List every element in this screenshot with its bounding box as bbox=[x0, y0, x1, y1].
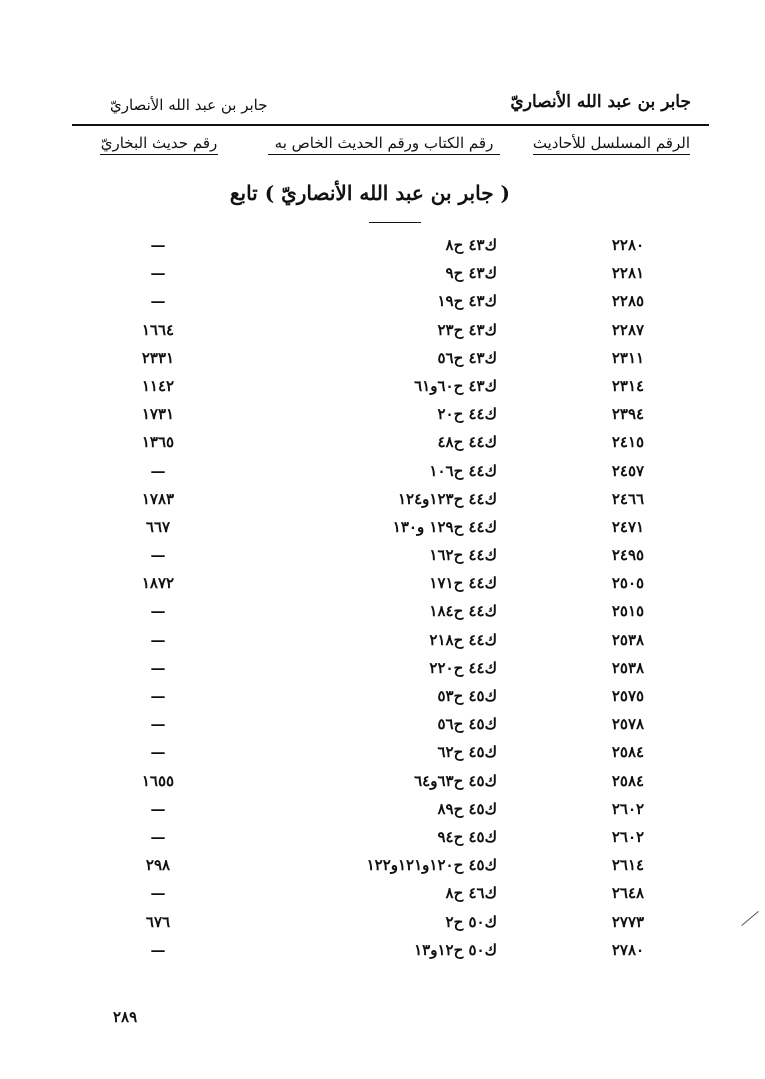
table-row bbox=[0, 514, 765, 542]
table-row bbox=[0, 852, 765, 880]
bukhari-number-cell: — bbox=[150, 687, 166, 705]
running-head-left: جابر بن عبد الله الأنصاريّ bbox=[110, 96, 268, 114]
serial-number-cell: ٢٤١٥ bbox=[611, 433, 645, 452]
serial-number-cell: ٢٢٨٠ bbox=[611, 236, 645, 254]
serial-number-cell: ٢٦١٤ bbox=[611, 856, 645, 875]
book-hadith-reference-cell: ك٤٤ ح١٦٢ bbox=[429, 546, 497, 565]
book-hadith-reference-cell: ك٤٣ ح٢٣ bbox=[437, 320, 497, 339]
serial-number-cell: ٢٥١٥ bbox=[611, 602, 645, 621]
hadith-table bbox=[0, 232, 765, 965]
bukhari-number-cell: ١٣٦٥ bbox=[141, 433, 175, 452]
bukhari-number-cell: — bbox=[150, 940, 166, 959]
book-hadith-reference-cell: ك٤٥ ح٨٩ bbox=[437, 799, 497, 818]
book-hadith-reference-cell: ك٤٤ ح١٢٩ و١٣٠ bbox=[392, 517, 497, 536]
book-hadith-reference-cell: ك٤٥ ح٥٦ bbox=[437, 715, 497, 734]
table-row bbox=[0, 373, 765, 401]
bukhari-number-cell: ١١٤٢ bbox=[141, 376, 175, 395]
book-hadith-reference-cell: ك٤٣ ح١٩ bbox=[437, 292, 497, 311]
serial-number-cell: ٢٥٨٤ bbox=[611, 743, 645, 762]
table-row bbox=[0, 570, 765, 598]
table-row bbox=[0, 768, 765, 796]
table-row bbox=[0, 260, 765, 288]
table-row bbox=[0, 486, 765, 514]
bukhari-number-cell: — bbox=[150, 715, 166, 734]
bukhari-number-cell: — bbox=[150, 827, 166, 846]
serial-number-cell: ٢٥٧٨ bbox=[611, 715, 645, 734]
book-hadith-reference-cell: ك٤٣ ح٦٠و٦١ bbox=[414, 376, 497, 395]
bukhari-number-cell: — bbox=[150, 264, 166, 283]
bukhari-number-cell: — bbox=[150, 461, 166, 480]
bukhari-number-cell: ١٧٨٣ bbox=[141, 489, 175, 508]
bukhari-number-cell: — bbox=[150, 658, 166, 677]
serial-number-cell: ٢٢٨٧ bbox=[611, 320, 645, 339]
table-row bbox=[0, 288, 765, 316]
table-row bbox=[0, 429, 765, 457]
book-hadith-reference-cell: ك٤٤ ح٢٠ bbox=[437, 405, 497, 424]
bukhari-number-cell: — bbox=[150, 236, 166, 254]
bukhari-number-cell: ١٦٦٤ bbox=[141, 320, 175, 339]
serial-number-cell: ٢٤٧١ bbox=[611, 517, 645, 536]
serial-number-cell: ٢٥٣٨ bbox=[611, 658, 645, 677]
page-number: ٢٨٩ bbox=[113, 1008, 138, 1026]
book-hadith-reference-cell: ك٤٥ ح١٢٠و١٢١و١٢٢ bbox=[366, 856, 497, 875]
serial-number-cell: ٢٥٠٥ bbox=[611, 574, 645, 593]
book-hadith-reference-cell: ك٤٣ ح٩ bbox=[445, 264, 497, 283]
serial-number-cell: ٢٣٩٤ bbox=[611, 405, 645, 424]
bukhari-number-cell: — bbox=[150, 602, 166, 621]
serial-number-cell: ٢٣١١ bbox=[611, 348, 645, 367]
serial-number-cell: ٢٥٣٨ bbox=[611, 630, 645, 649]
table-row bbox=[0, 711, 765, 739]
book-hadith-reference-cell: ك٤٤ ح٢٢٠ bbox=[429, 658, 497, 677]
table-row bbox=[0, 232, 765, 260]
bukhari-number-cell: ٦٦٧ bbox=[145, 517, 171, 536]
running-head-right: جابر بن عبد الله الأنصاريّ bbox=[510, 92, 691, 112]
table-row bbox=[0, 739, 765, 767]
bukhari-number-cell: — bbox=[150, 884, 166, 903]
book-hadith-reference-cell: ك٤٥ ح٦٢ bbox=[437, 743, 497, 762]
serial-number-cell: ٢٧٧٣ bbox=[611, 912, 645, 931]
book-hadith-reference-cell: ك٤٥ ح٦٣و٦٤ bbox=[414, 771, 497, 790]
column-header-bukhari: رقم حديث البخاريّ bbox=[100, 134, 218, 155]
bukhari-number-cell: ١٨٧٢ bbox=[141, 574, 175, 593]
book-hadith-reference-cell: ك٤٤ ح٢١٨ bbox=[429, 630, 497, 649]
table-row bbox=[0, 824, 765, 852]
serial-number-cell: ٢٤٥٧ bbox=[611, 461, 645, 480]
table-row bbox=[0, 909, 765, 937]
column-header-reference: رقم الكتاب ورقم الحديث الخاص به bbox=[268, 134, 500, 155]
bukhari-number-cell: — bbox=[150, 292, 166, 311]
column-header-serial: الرقم المسلسل للأحاديث bbox=[533, 134, 690, 155]
table-row bbox=[0, 683, 765, 711]
table-row bbox=[0, 598, 765, 626]
bukhari-number-cell: ٢٩٨ bbox=[145, 856, 171, 875]
book-hadith-reference-cell: ك٤٤ ح١٢٣و١٢٤ bbox=[398, 489, 497, 508]
table-row bbox=[0, 655, 765, 683]
serial-number-cell: ٢٢٨٥ bbox=[611, 292, 645, 311]
table-row bbox=[0, 345, 765, 373]
serial-number-cell: ٢٥٨٤ bbox=[611, 771, 645, 790]
serial-number-cell: ٢٦٤٨ bbox=[611, 884, 645, 903]
bukhari-number-cell: ١٧٣١ bbox=[141, 405, 175, 424]
table-row bbox=[0, 937, 765, 965]
book-hadith-reference-cell: ك٤٤ ح١٧١ bbox=[429, 574, 497, 593]
title-rule bbox=[369, 222, 421, 223]
book-hadith-reference-cell: ك٥٠ ح١٢و١٣ bbox=[414, 940, 497, 959]
book-hadith-reference-cell: ك٥٠ ح٢ bbox=[445, 912, 497, 931]
book-hadith-reference-cell: ك٤٦ ح٨ bbox=[445, 884, 497, 903]
table-row bbox=[0, 627, 765, 655]
table-row bbox=[0, 458, 765, 486]
serial-number-cell: ٢٢٨١ bbox=[611, 264, 645, 283]
bukhari-number-cell: — bbox=[150, 546, 166, 565]
bukhari-number-cell: ٦٧٦ bbox=[145, 912, 171, 931]
table-row bbox=[0, 880, 765, 908]
table-row bbox=[0, 542, 765, 570]
bukhari-number-cell: ٢٣٣١ bbox=[141, 348, 175, 367]
serial-number-cell: ٢٦٠٢ bbox=[611, 799, 645, 818]
bukhari-number-cell: — bbox=[150, 630, 166, 649]
table-row bbox=[0, 317, 765, 345]
book-hadith-reference-cell: ك٤٥ ح٥٣ bbox=[437, 687, 497, 705]
serial-number-cell: ٢٧٨٠ bbox=[611, 940, 645, 959]
table-row bbox=[0, 401, 765, 429]
bukhari-number-cell: — bbox=[150, 743, 166, 762]
book-hadith-reference-cell: ك٤٤ ح١٠٦ bbox=[429, 461, 497, 480]
book-hadith-reference-cell: ك٤٣ ح٥٦ bbox=[437, 348, 497, 367]
bukhari-number-cell: ١٦٥٥ bbox=[141, 771, 175, 790]
serial-number-cell: ٢٥٧٥ bbox=[611, 687, 645, 705]
book-hadith-reference-cell: ك٤٤ ح٤٨ bbox=[437, 433, 497, 452]
section-title: ( جابر بن عبد الله الأنصاريّ ) تابع bbox=[229, 181, 510, 205]
book-hadith-reference-cell: ك٤٣ ح٨ bbox=[445, 236, 497, 254]
book-hadith-reference-cell: ك٤٤ ح١٨٤ bbox=[429, 602, 497, 621]
header-rule bbox=[72, 124, 709, 126]
bukhari-number-cell: — bbox=[150, 799, 166, 818]
table-row bbox=[0, 796, 765, 824]
serial-number-cell: ٢٤٩٥ bbox=[611, 546, 645, 565]
serial-number-cell: ٢٣١٤ bbox=[611, 376, 645, 395]
serial-number-cell: ٢٤٦٦ bbox=[611, 489, 645, 508]
serial-number-cell: ٢٦٠٢ bbox=[611, 827, 645, 846]
book-hadith-reference-cell: ك٤٥ ح٩٤ bbox=[437, 827, 497, 846]
